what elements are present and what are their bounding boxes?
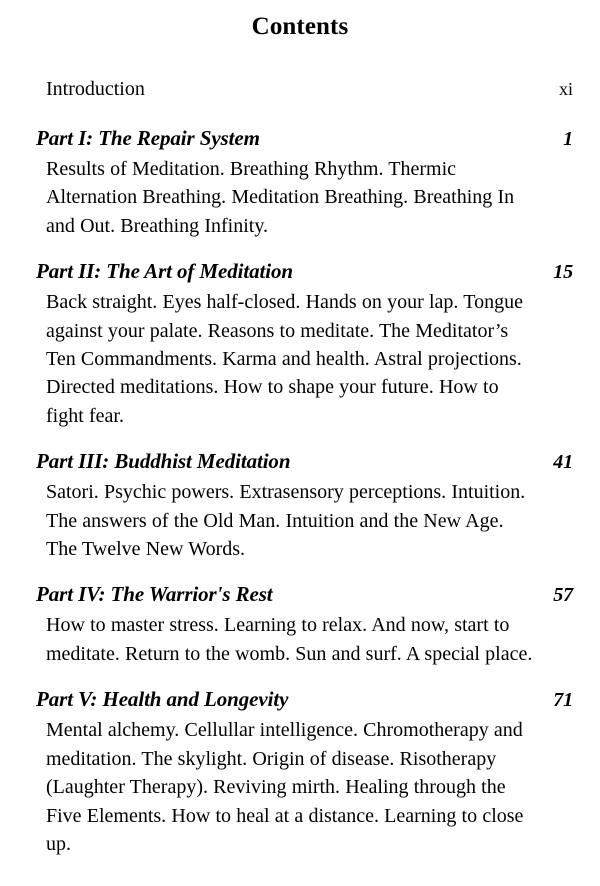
section-heading xyxy=(0,447,600,476)
section-title: Part IV: The Warrior's Rest xyxy=(36,582,273,607)
section-heading xyxy=(0,685,600,714)
section-heading xyxy=(0,257,600,286)
section-page-number: 41 xyxy=(553,451,573,474)
front-matter-list xyxy=(0,75,600,103)
section-title: Part III: Buddhist Meditation xyxy=(36,449,291,474)
front-matter-label: Introduction xyxy=(46,78,145,100)
section-title: Part I: The Repair System xyxy=(36,126,260,150)
section-heading xyxy=(0,124,600,153)
section-page-number: 71 xyxy=(553,689,573,712)
section-description: Mental alchemy. Cellullar intelligence. Chromotherapy and meditation. The skylight. Origin of disease. Risotherapy (Laughter Therapy). Reviving mirth. Healing through the Five Elements. How to heal at a distance. Learning to close up. xyxy=(46,719,524,855)
toc-section-list xyxy=(0,124,600,858)
section-description: How to master stress. Learning to relax. And now, start to meditate. Return to the womb. Sun and surf. A special place. xyxy=(46,614,533,665)
front-matter-page-number: xi xyxy=(558,79,573,99)
page-title: Contents xyxy=(251,13,349,40)
section-description: Satori. Psychic powers. Extrasensory perceptions. Intuition. The answers of the Old Man. Intuition and the New Age. The Twelve New Words. xyxy=(46,481,526,561)
section-page-number: 1 xyxy=(563,128,573,150)
section-title: Part V: Health and Longevity xyxy=(36,687,289,712)
toc-section-part-1 xyxy=(0,124,600,240)
section-page-number: 57 xyxy=(553,584,573,607)
toc-section-part-2 xyxy=(0,257,600,430)
section-heading xyxy=(0,580,600,609)
section-description: Back straight. Eyes half-closed. Hands on your lap. Tongue against your palate. Reasons to meditate. The Meditator’s Ten Commandments. Karma and health. Astral projections. Directed meditations. How to shape your future. How to fight fear. xyxy=(46,291,523,427)
section-title: Part II: The Art of Meditation xyxy=(36,259,293,284)
toc-section-part-3 xyxy=(0,447,600,563)
toc-section-part-5 xyxy=(0,685,600,858)
toc-section-part-4 xyxy=(0,580,600,668)
toc-entry-introduction xyxy=(0,75,600,103)
section-page-number: 15 xyxy=(553,261,573,284)
section-description: Results of Meditation. Breathing Rhythm. Thermic Alternation Breathing. Meditation Breathing. Breathing In and Out. Breathing Infinity. xyxy=(46,158,515,237)
